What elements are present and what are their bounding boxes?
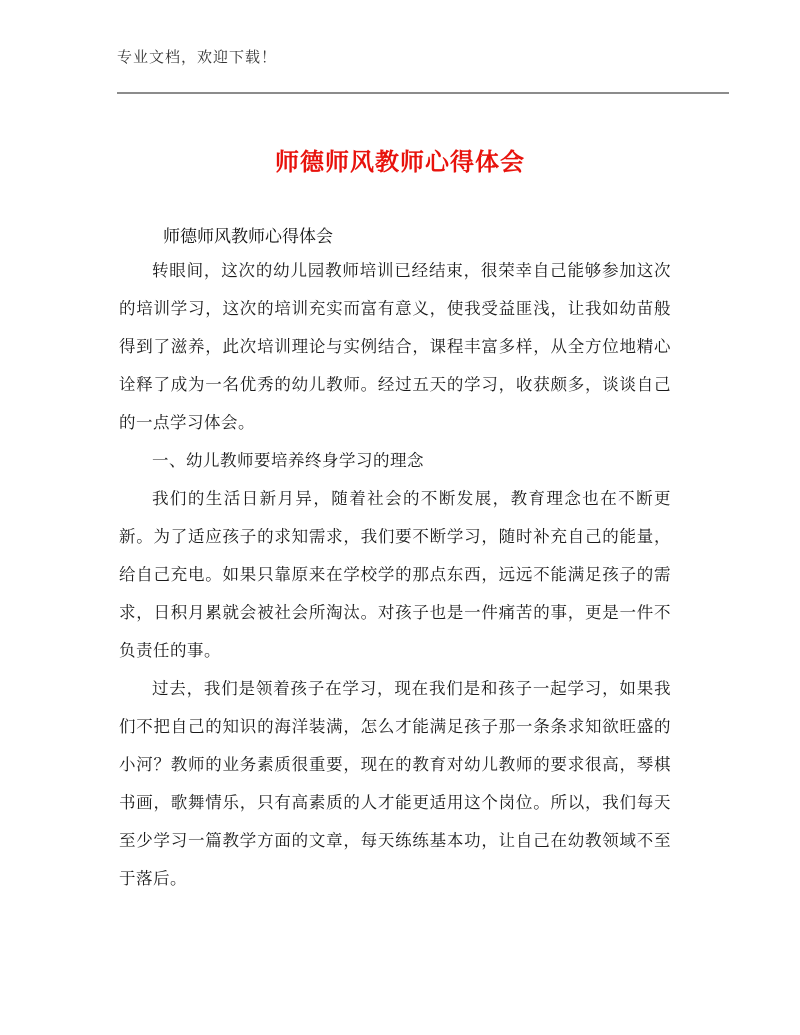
paragraph-intro: 转眼间，这次的幼儿园教师培训已经结束，很荣幸自己能够参加这次的培训学习，这次的培训充实而富有意义，使我受益匪浅，让我如幼苗般得到了滋养，此次培训理论与实例结合，课程丰富多样，从全方位地精心诠释了成为一名优秀的幼儿教师。经过五天的学习，收获颇多，谈谈自己的一点学习体会。 <box>119 261 671 432</box>
document-title: 师德师风教师心得体会 <box>275 148 525 176</box>
header-divider <box>117 92 729 94</box>
document-body <box>119 252 671 898</box>
paragraph-lifelong-learning: 我们的生活日新月异，随着社会的不断发展，教育理念也在不断更新。为了适应孩子的求知需求，我们要不断学习，随时补充自己的能量，给自己充电。如果只靠原来在学校学的那点东西，远远不能满足孩子的需求，日积月累就会被社会所淘汰。对孩子也是一件痛苦的事，更是一件不负责任的事。 <box>119 489 671 660</box>
section-heading: 一、幼儿教师要培养终身学习的理念 <box>152 451 424 470</box>
header-note: 专业文档，欢迎下载！ <box>117 48 278 66</box>
document-subtitle: 师德师风教师心得体会 <box>163 227 333 247</box>
paragraph-teacher-quality: 过去，我们是领着孩子在学习，现在我们是和孩子一起学习，如果我们不把自己的知识的海洋装满，怎么才能满足孩子那一条条求知欲旺盛的小河？教师的业务素质很重要，现在的教育对幼儿教师的要求很高，琴棋书画，歌舞情乐，只有高素质的人才能更适用这个岗位。所以，我们每天至少学习一篇教学方面的文章，每天练练基本功，让自己在幼教领域不至于落后。 <box>119 679 671 888</box>
